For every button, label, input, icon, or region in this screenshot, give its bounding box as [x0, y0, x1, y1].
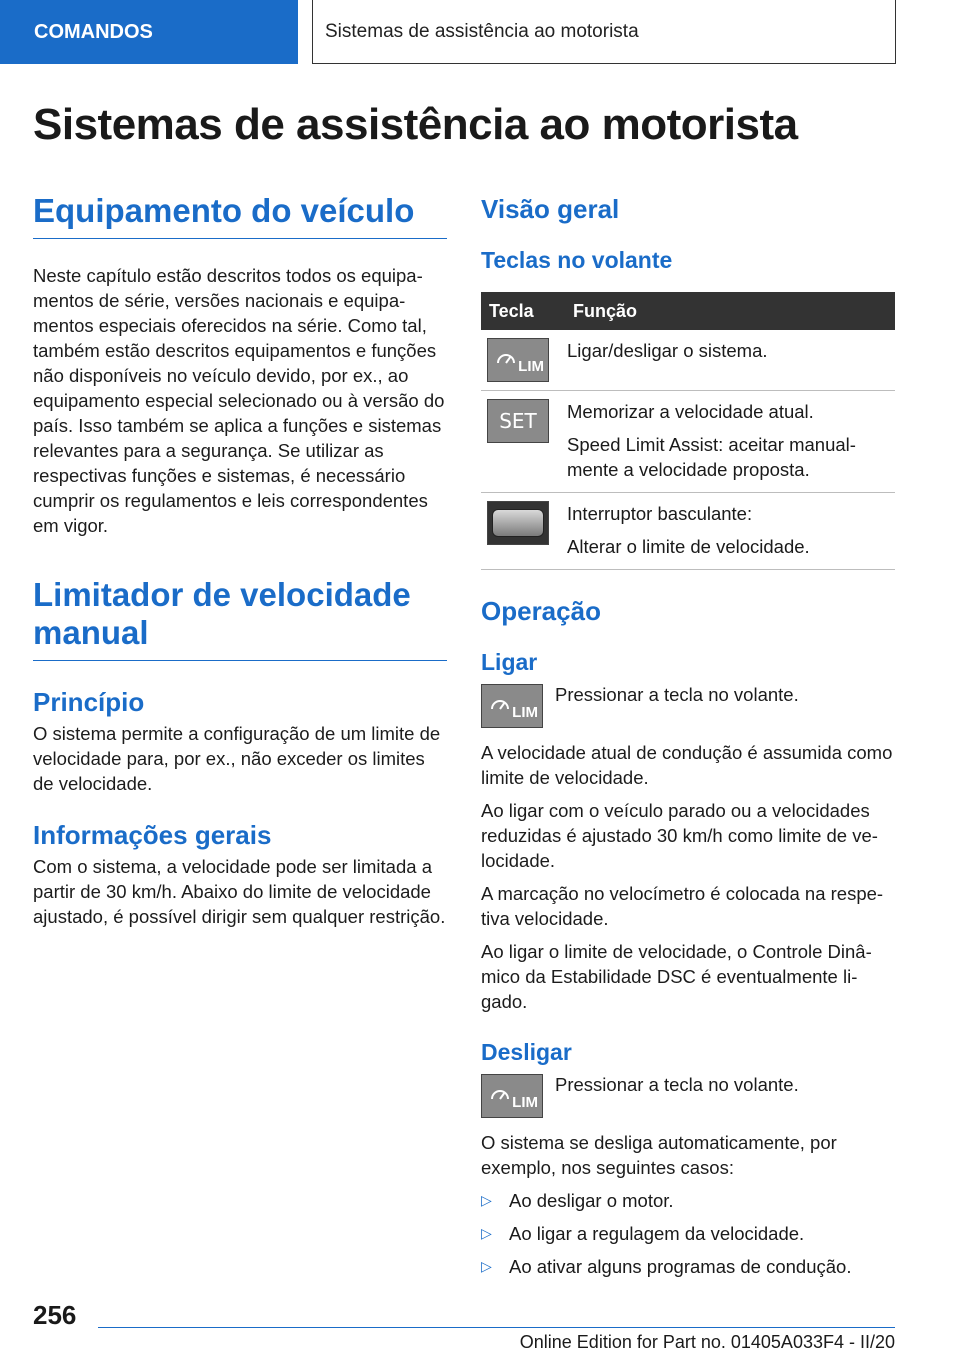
table-row — [481, 330, 895, 391]
header-section-tab — [0, 0, 298, 64]
triangle-bullet-icon: ▷ — [481, 1225, 492, 1241]
speedometer-icon — [495, 347, 517, 369]
keys-table — [481, 292, 895, 570]
heading-vehicle-equipment: Equipamento do veículo — [33, 192, 447, 239]
paragraph-switch-on-2: Ao ligar com o veículo parado ou a velocidades reduzidas é ajustado 30 km/h como limite de velocidade. — [481, 800, 878, 871]
lim-button-icon — [481, 1074, 543, 1118]
switch-on-instruction — [481, 682, 895, 728]
function-text: Interruptor basculante: — [567, 503, 753, 524]
heading-steering-wheel-keys: Teclas no volante — [481, 247, 673, 273]
paragraph-vehicle-equipment: Neste capítulo estão descritos todos os equipamentos de série, versões nacionais e equipamentos especiais oferecidos na série. Como tal, também estão descritos equipamentos e funções não disponíveis no veículo devido, por ex., ao equipamento especial selecionado ou à versão do país. Isso também se aplica a funções e sistemas relevantes para a segurança. Se utilizar as respectivas funções e sistemas, é necessário cumprir os regulamentos e leis correspondentes em vigor. — [33, 265, 445, 536]
heading-switch-off: Desligar — [481, 1039, 572, 1065]
keys-table-header-key: Tecla — [481, 292, 565, 330]
switch-off-instruction — [481, 1072, 895, 1118]
paragraph-switch-off: O sistema se desliga automaticamente, por exemplo, nos seguintes casos: — [481, 1132, 837, 1178]
function-text: Speed Limit Assist: aceitar manualmente a velocidade proposta. — [567, 434, 856, 480]
table-row — [481, 493, 895, 570]
list-item: ▷ Ao ligar a regulagem da velocidade. — [481, 1223, 805, 1244]
paragraph-switch-on-4: Ao ligar o limite de velocidade, o Controle Dinâmico da Estabilidade DSC é eventualmente ligado. — [481, 941, 872, 1012]
right-column — [481, 192, 895, 1279]
speedometer-icon — [489, 1083, 511, 1105]
rocker-switch-icon — [487, 501, 549, 545]
lim-label: LIM — [512, 704, 538, 721]
paragraph-switch-on-3: A marcação no velocímetro é colocada na respetiva velocidade. — [481, 883, 884, 929]
left-column — [33, 192, 447, 929]
list-item: ▷ Ao desligar o motor. — [481, 1190, 674, 1211]
table-row — [481, 391, 895, 493]
header-section-label: COMANDOS — [34, 20, 153, 43]
paragraph-principle: O sistema permite a configuração de um limite de velocidade para, por ex., não exceder os limites de velocidade. — [33, 723, 441, 794]
function-text: Alterar o limite de velocidade. — [567, 536, 810, 557]
function-text: Ligar/desligar o sistema. — [567, 340, 768, 361]
footer-divider — [98, 1327, 895, 1328]
header-chapter-label: Sistemas de assistência ao motorista — [325, 20, 639, 42]
switch-on-key-text: Pressionar a tecla no volante. — [555, 684, 799, 705]
heading-principle: Princípio — [33, 687, 145, 717]
paragraph-switch-on-1: A velocidade atual de condução é assumida como limite de velocidade. — [481, 742, 893, 788]
keys-table-header-function: Função — [565, 292, 895, 330]
set-button-icon — [487, 399, 549, 443]
rocker-bar-icon — [492, 509, 544, 537]
triangle-bullet-icon: ▷ — [481, 1258, 492, 1274]
paragraph-general-info: Com o sistema, a velocidade pode ser limitada a partir de 30 km/h. Abaixo do limite de velocidade ajustado, é possível dirigir sem qualquer restrição. — [33, 856, 446, 927]
list-item: ▷ Ao ativar alguns programas de condução. — [481, 1256, 852, 1277]
triangle-bullet-icon: ▷ — [481, 1192, 492, 1208]
switch-off-list — [481, 1188, 895, 1279]
heading-manual-speed-limiter: Limitador de velocidade manual — [33, 576, 447, 661]
speedometer-icon — [489, 693, 511, 715]
header-chapter-box — [312, 0, 896, 64]
footer-edition: Online Edition for Part no. 01405A033F4 - II/20 — [519, 1332, 895, 1352]
heading-general-info: Informações gerais — [33, 820, 272, 850]
heading-overview: Visão geral — [481, 194, 620, 224]
keys-table-header-row — [481, 292, 895, 330]
lim-label: LIM — [512, 1094, 538, 1111]
switch-off-key-text: Pressionar a tecla no volante. — [555, 1074, 799, 1095]
lim-label: LIM — [518, 358, 544, 375]
set-label: SET — [499, 409, 537, 433]
lim-button-icon — [481, 684, 543, 728]
page-number: 256 — [33, 1300, 77, 1330]
heading-switch-on: Ligar — [481, 649, 538, 675]
page-title: Sistemas de assistência ao motorista — [33, 100, 798, 149]
function-text: Memorizar a velocidade atual. — [567, 401, 814, 422]
heading-operation: Operação — [481, 596, 601, 626]
lim-button-icon — [487, 338, 549, 382]
